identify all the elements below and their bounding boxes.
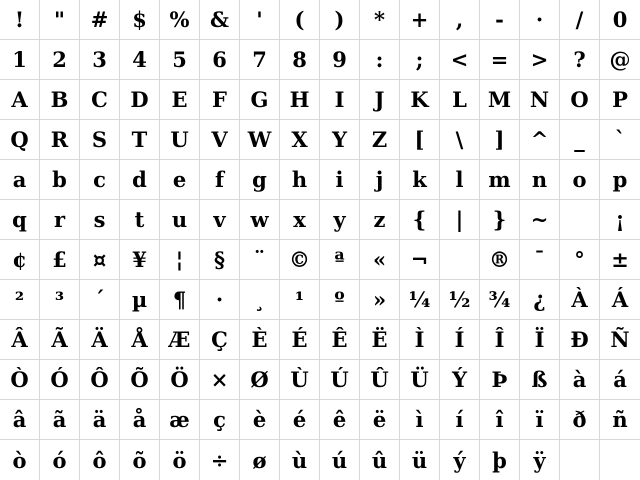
glyph-cell[interactable]: Ù bbox=[280, 360, 320, 400]
glyph-cell[interactable]: ² bbox=[0, 280, 40, 320]
glyph-cell[interactable]: D bbox=[120, 80, 160, 120]
glyph-cell[interactable]: * bbox=[360, 0, 400, 40]
glyph-cell[interactable]: ë bbox=[360, 400, 400, 440]
glyph-cell[interactable]: Æ bbox=[160, 320, 200, 360]
glyph-cell[interactable]: N bbox=[520, 80, 560, 120]
glyph-cell[interactable]: Ø bbox=[240, 360, 280, 400]
glyph-cell[interactable]: è bbox=[240, 400, 280, 440]
glyph-cell[interactable]: Ë bbox=[360, 320, 400, 360]
glyph-cell[interactable]: « bbox=[360, 240, 400, 280]
glyph-cell[interactable]: í bbox=[440, 400, 480, 440]
glyph-cell[interactable] bbox=[600, 440, 640, 480]
glyph-cell[interactable]: Ê bbox=[320, 320, 360, 360]
glyph-cell[interactable]: e bbox=[160, 160, 200, 200]
glyph-cell[interactable]: v bbox=[200, 200, 240, 240]
glyph-cell[interactable]: T bbox=[120, 120, 160, 160]
glyph-cell[interactable]: W bbox=[240, 120, 280, 160]
glyph-cell[interactable]: ÿ bbox=[520, 440, 560, 480]
glyph-cell[interactable]: º bbox=[320, 280, 360, 320]
glyph-cell[interactable]: À bbox=[560, 280, 600, 320]
glyph-cell[interactable]: ` bbox=[600, 120, 640, 160]
glyph-cell[interactable]: m bbox=[480, 160, 520, 200]
glyph-cell[interactable]: X bbox=[280, 120, 320, 160]
glyph-cell[interactable]: U bbox=[160, 120, 200, 160]
glyph-cell[interactable]: ú bbox=[320, 440, 360, 480]
glyph-cell[interactable]: q bbox=[0, 200, 40, 240]
glyph-cell[interactable]: ù bbox=[280, 440, 320, 480]
glyph-cell[interactable]: s bbox=[80, 200, 120, 240]
glyph-cell[interactable]: Ô bbox=[80, 360, 120, 400]
glyph-cell[interactable]: ' bbox=[240, 0, 280, 40]
glyph-cell[interactable]: 1 bbox=[0, 40, 40, 80]
glyph-cell[interactable]: t bbox=[120, 200, 160, 240]
glyph-cell[interactable]: É bbox=[280, 320, 320, 360]
glyph-cell[interactable]: á bbox=[600, 360, 640, 400]
glyph-cell[interactable]: å bbox=[120, 400, 160, 440]
glyph-cell[interactable]: ì bbox=[400, 400, 440, 440]
glyph-cell[interactable]: $ bbox=[120, 0, 160, 40]
glyph-cell[interactable]: + bbox=[400, 0, 440, 40]
glyph-cell[interactable]: V bbox=[200, 120, 240, 160]
glyph-cell[interactable]: ½ bbox=[440, 280, 480, 320]
glyph-cell[interactable]: Ï bbox=[520, 320, 560, 360]
glyph-cell[interactable]: b bbox=[40, 160, 80, 200]
glyph-cell[interactable]: Þ bbox=[480, 360, 520, 400]
glyph-cell[interactable]: ³ bbox=[40, 280, 80, 320]
glyph-cell[interactable]: ß bbox=[520, 360, 560, 400]
glyph-cell[interactable]: ü bbox=[400, 440, 440, 480]
glyph-cell[interactable]: È bbox=[240, 320, 280, 360]
glyph-cell[interactable]: O bbox=[560, 80, 600, 120]
glyph-cell[interactable]: r bbox=[40, 200, 80, 240]
glyph-cell[interactable]: l bbox=[440, 160, 480, 200]
glyph-cell[interactable]: ª bbox=[320, 240, 360, 280]
glyph-cell[interactable]: ó bbox=[40, 440, 80, 480]
glyph-cell[interactable]: î bbox=[480, 400, 520, 440]
glyph-cell[interactable]: ¤ bbox=[80, 240, 120, 280]
glyph-cell[interactable]: K bbox=[400, 80, 440, 120]
glyph-cell[interactable]: Ä bbox=[80, 320, 120, 360]
glyph-cell[interactable]: " bbox=[40, 0, 80, 40]
glyph-cell[interactable]: E bbox=[160, 80, 200, 120]
glyph-cell[interactable]: R bbox=[40, 120, 80, 160]
glyph-cell[interactable]: û bbox=[360, 440, 400, 480]
glyph-cell[interactable]: B bbox=[40, 80, 80, 120]
glyph-cell[interactable]: ] bbox=[480, 120, 520, 160]
glyph-cell[interactable]: Ö bbox=[160, 360, 200, 400]
glyph-cell[interactable]: z bbox=[360, 200, 400, 240]
glyph-cell[interactable]: g bbox=[240, 160, 280, 200]
glyph-cell[interactable]: à bbox=[560, 360, 600, 400]
glyph-cell[interactable]: 9 bbox=[320, 40, 360, 80]
glyph-cell[interactable]: H bbox=[280, 80, 320, 120]
glyph-cell[interactable] bbox=[560, 200, 600, 240]
glyph-cell[interactable]: © bbox=[280, 240, 320, 280]
glyph-cell[interactable]: ^ bbox=[520, 120, 560, 160]
glyph-cell[interactable]: Í bbox=[440, 320, 480, 360]
glyph-cell[interactable]: Y bbox=[320, 120, 360, 160]
glyph-cell[interactable]: ô bbox=[80, 440, 120, 480]
glyph-cell[interactable]: ¹ bbox=[280, 280, 320, 320]
glyph-cell[interactable]: F bbox=[200, 80, 240, 120]
glyph-cell[interactable]: Z bbox=[360, 120, 400, 160]
glyph-cell[interactable]: Ã bbox=[40, 320, 80, 360]
glyph-cell[interactable]: » bbox=[360, 280, 400, 320]
glyph-cell[interactable]: 5 bbox=[160, 40, 200, 80]
glyph-cell[interactable]: L bbox=[440, 80, 480, 120]
glyph-cell[interactable]: × bbox=[200, 360, 240, 400]
glyph-cell[interactable]: p bbox=[600, 160, 640, 200]
glyph-cell[interactable]: ¢ bbox=[0, 240, 40, 280]
glyph-cell[interactable]: [ bbox=[400, 120, 440, 160]
glyph-cell[interactable]: Ó bbox=[40, 360, 80, 400]
glyph-cell[interactable]: Û bbox=[360, 360, 400, 400]
glyph-cell[interactable]: w bbox=[240, 200, 280, 240]
glyph-cell[interactable]: Ý bbox=[440, 360, 480, 400]
glyph-cell[interactable]: Ú bbox=[320, 360, 360, 400]
glyph-cell[interactable]: ý bbox=[440, 440, 480, 480]
glyph-cell[interactable]: = bbox=[480, 40, 520, 80]
glyph-cell[interactable]: c bbox=[80, 160, 120, 200]
glyph-cell[interactable]: ( bbox=[280, 0, 320, 40]
glyph-cell[interactable]: â bbox=[0, 400, 40, 440]
glyph-cell[interactable]: ) bbox=[320, 0, 360, 40]
glyph-cell[interactable]: , bbox=[440, 0, 480, 40]
glyph-cell[interactable]: j bbox=[360, 160, 400, 200]
glyph-cell[interactable]: 4 bbox=[120, 40, 160, 80]
glyph-cell[interactable]: ¶ bbox=[160, 280, 200, 320]
glyph-cell[interactable]: Ü bbox=[400, 360, 440, 400]
glyph-cell[interactable]: n bbox=[520, 160, 560, 200]
glyph-cell[interactable]: a bbox=[0, 160, 40, 200]
glyph-cell[interactable]: h bbox=[280, 160, 320, 200]
glyph-cell[interactable]: f bbox=[200, 160, 240, 200]
glyph-cell[interactable]: é bbox=[280, 400, 320, 440]
glyph-cell[interactable]: Ò bbox=[0, 360, 40, 400]
glyph-cell[interactable]: Á bbox=[600, 280, 640, 320]
glyph-cell[interactable]: { bbox=[400, 200, 440, 240]
glyph-cell[interactable]: ê bbox=[320, 400, 360, 440]
glyph-cell[interactable]: ï bbox=[520, 400, 560, 440]
glyph-cell[interactable]: % bbox=[160, 0, 200, 40]
glyph-cell[interactable]: ñ bbox=[600, 400, 640, 440]
glyph-cell[interactable]: ÷ bbox=[200, 440, 240, 480]
glyph-cell[interactable]: M bbox=[480, 80, 520, 120]
glyph-cell[interactable]: ö bbox=[160, 440, 200, 480]
glyph-cell[interactable]: @ bbox=[600, 40, 640, 80]
glyph-cell[interactable]: - bbox=[480, 0, 520, 40]
glyph-cell[interactable]: ~ bbox=[520, 200, 560, 240]
glyph-cell[interactable]: ¥ bbox=[120, 240, 160, 280]
glyph-cell[interactable] bbox=[440, 240, 480, 280]
glyph-cell[interactable]: ¯ bbox=[520, 240, 560, 280]
glyph-cell[interactable]: ® bbox=[480, 240, 520, 280]
glyph-cell[interactable]: 7 bbox=[240, 40, 280, 80]
glyph-cell[interactable]: § bbox=[200, 240, 240, 280]
glyph-cell[interactable]: Õ bbox=[120, 360, 160, 400]
glyph-cell[interactable]: Q bbox=[0, 120, 40, 160]
glyph-cell[interactable]: I bbox=[320, 80, 360, 120]
glyph-cell[interactable]: ° bbox=[560, 240, 600, 280]
glyph-cell[interactable]: & bbox=[200, 0, 240, 40]
glyph-cell[interactable]: µ bbox=[120, 280, 160, 320]
glyph-cell[interactable]: # bbox=[80, 0, 120, 40]
glyph-cell[interactable]: ± bbox=[600, 240, 640, 280]
glyph-cell[interactable]: 6 bbox=[200, 40, 240, 80]
glyph-cell[interactable]: d bbox=[120, 160, 160, 200]
glyph-cell[interactable]: A bbox=[0, 80, 40, 120]
glyph-cell[interactable]: ; bbox=[400, 40, 440, 80]
glyph-cell[interactable]: < bbox=[440, 40, 480, 80]
glyph-cell[interactable]: i bbox=[320, 160, 360, 200]
glyph-cell[interactable]: 2 bbox=[40, 40, 80, 80]
glyph-cell[interactable] bbox=[560, 440, 600, 480]
glyph-cell[interactable]: Â bbox=[0, 320, 40, 360]
glyph-cell[interactable]: ¡ bbox=[600, 200, 640, 240]
glyph-cell[interactable]: ¬ bbox=[400, 240, 440, 280]
glyph-cell[interactable]: Ñ bbox=[600, 320, 640, 360]
glyph-cell[interactable]: : bbox=[360, 40, 400, 80]
glyph-cell[interactable]: } bbox=[480, 200, 520, 240]
glyph-cell[interactable]: þ bbox=[480, 440, 520, 480]
glyph-cell[interactable]: ¾ bbox=[480, 280, 520, 320]
glyph-cell[interactable]: \ bbox=[440, 120, 480, 160]
glyph-cell[interactable]: C bbox=[80, 80, 120, 120]
glyph-cell[interactable]: o bbox=[560, 160, 600, 200]
glyph-cell[interactable]: Ð bbox=[560, 320, 600, 360]
glyph-cell[interactable]: y bbox=[320, 200, 360, 240]
glyph-cell[interactable]: ã bbox=[40, 400, 80, 440]
glyph-cell[interactable]: £ bbox=[40, 240, 80, 280]
glyph-cell[interactable]: 3 bbox=[80, 40, 120, 80]
glyph-cell[interactable]: k bbox=[400, 160, 440, 200]
glyph-cell[interactable]: ! bbox=[0, 0, 40, 40]
glyph-cell[interactable]: ¿ bbox=[520, 280, 560, 320]
glyph-cell[interactable]: | bbox=[440, 200, 480, 240]
glyph-cell[interactable]: æ bbox=[160, 400, 200, 440]
glyph-cell[interactable]: J bbox=[360, 80, 400, 120]
glyph-cell[interactable]: Ç bbox=[200, 320, 240, 360]
glyph-cell[interactable]: G bbox=[240, 80, 280, 120]
glyph-cell[interactable]: · bbox=[520, 0, 560, 40]
glyph-cell[interactable]: x bbox=[280, 200, 320, 240]
glyph-cell[interactable]: ç bbox=[200, 400, 240, 440]
glyph-cell[interactable]: _ bbox=[560, 120, 600, 160]
glyph-cell[interactable]: Å bbox=[120, 320, 160, 360]
glyph-cell[interactable]: ´ bbox=[80, 280, 120, 320]
glyph-cell[interactable]: / bbox=[560, 0, 600, 40]
glyph-cell[interactable]: Ì bbox=[400, 320, 440, 360]
glyph-cell[interactable]: ¸ bbox=[240, 280, 280, 320]
glyph-cell[interactable]: ? bbox=[560, 40, 600, 80]
glyph-cell[interactable]: > bbox=[520, 40, 560, 80]
glyph-cell[interactable]: · bbox=[200, 280, 240, 320]
glyph-cell[interactable]: ø bbox=[240, 440, 280, 480]
glyph-cell[interactable]: ¨ bbox=[240, 240, 280, 280]
glyph-cell[interactable]: õ bbox=[120, 440, 160, 480]
glyph-cell[interactable]: 0 bbox=[600, 0, 640, 40]
glyph-cell[interactable]: P bbox=[600, 80, 640, 120]
glyph-cell[interactable]: ò bbox=[0, 440, 40, 480]
glyph-cell[interactable]: Î bbox=[480, 320, 520, 360]
glyph-cell[interactable]: ð bbox=[560, 400, 600, 440]
glyph-cell[interactable]: S bbox=[80, 120, 120, 160]
glyph-cell[interactable]: u bbox=[160, 200, 200, 240]
glyph-cell[interactable]: ¼ bbox=[400, 280, 440, 320]
glyph-cell[interactable]: ¦ bbox=[160, 240, 200, 280]
glyph-cell[interactable]: 8 bbox=[280, 40, 320, 80]
glyph-cell[interactable]: ä bbox=[80, 400, 120, 440]
